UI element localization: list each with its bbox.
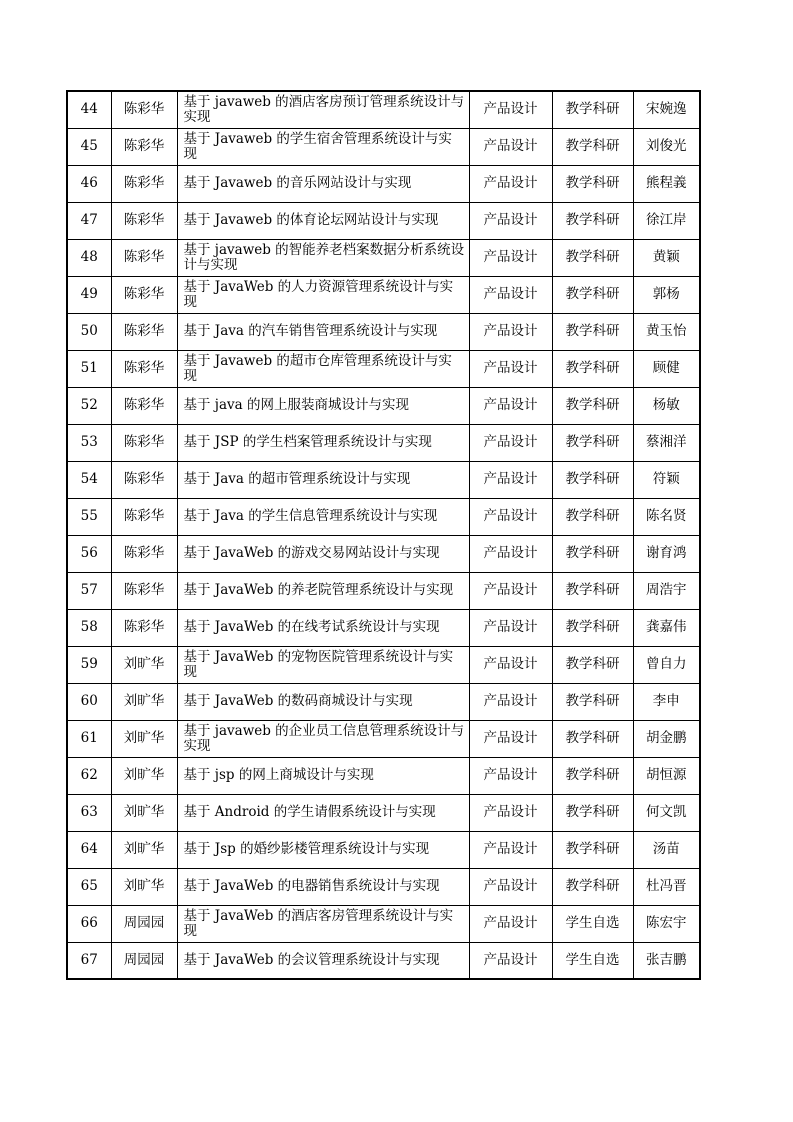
thesis-title-cell: 基于 JavaWeb 的在线考试系统设计与实现 bbox=[177, 609, 469, 646]
thesis-title-cell: 基于 Java 的学生信息管理系统设计与实现 bbox=[177, 498, 469, 535]
advisor-name-cell: 刘旷华 bbox=[111, 646, 177, 683]
table-row bbox=[67, 276, 700, 313]
topic-type-cell: 产品设计 bbox=[469, 942, 552, 979]
row-number-cell: 55 bbox=[67, 498, 111, 535]
topic-type-cell: 产品设计 bbox=[469, 720, 552, 757]
topic-source-cell: 学生自选 bbox=[552, 942, 633, 979]
thesis-title-cell: 基于 JavaWeb 的游戏交易网站设计与实现 bbox=[177, 535, 469, 572]
topic-source-cell: 教学科研 bbox=[552, 609, 633, 646]
topic-source-cell: 教学科研 bbox=[552, 646, 633, 683]
table-row bbox=[67, 239, 700, 276]
topic-type-cell: 产品设计 bbox=[469, 683, 552, 720]
topic-type-cell: 产品设计 bbox=[469, 387, 552, 424]
advisor-name-cell: 周园园 bbox=[111, 942, 177, 979]
row-number-cell: 51 bbox=[67, 350, 111, 387]
topic-type-cell: 产品设计 bbox=[469, 202, 552, 239]
topic-type-cell: 产品设计 bbox=[469, 91, 552, 128]
student-name-cell: 徐江岸 bbox=[633, 202, 700, 239]
topic-type-cell: 产品设计 bbox=[469, 498, 552, 535]
topic-type-cell: 产品设计 bbox=[469, 535, 552, 572]
student-name-cell: 杨敏 bbox=[633, 387, 700, 424]
topic-source-cell: 教学科研 bbox=[552, 424, 633, 461]
student-name-cell: 张吉鹏 bbox=[633, 942, 700, 979]
student-name-cell: 胡恒源 bbox=[633, 757, 700, 794]
student-name-cell: 杜冯晋 bbox=[633, 868, 700, 905]
row-number-cell: 66 bbox=[67, 905, 111, 942]
topic-type-cell: 产品设计 bbox=[469, 905, 552, 942]
row-number-cell: 57 bbox=[67, 572, 111, 609]
topic-source-cell: 教学科研 bbox=[552, 165, 633, 202]
table-row bbox=[67, 572, 700, 609]
advisor-name-cell: 周园园 bbox=[111, 905, 177, 942]
advisor-name-cell: 刘旷华 bbox=[111, 720, 177, 757]
topic-source-cell: 教学科研 bbox=[552, 387, 633, 424]
advisor-name-cell: 陈彩华 bbox=[111, 313, 177, 350]
topic-source-cell: 教学科研 bbox=[552, 91, 633, 128]
thesis-title-cell: 基于 JavaWeb 的宠物医院管理系统设计与实现 bbox=[177, 646, 469, 683]
table-row bbox=[67, 720, 700, 757]
student-name-cell: 宋婉逸 bbox=[633, 91, 700, 128]
thesis-title-cell: 基于 Javaweb 的体育论坛网站设计与实现 bbox=[177, 202, 469, 239]
table-row bbox=[67, 313, 700, 350]
advisor-name-cell: 刘旷华 bbox=[111, 868, 177, 905]
advisor-name-cell: 陈彩华 bbox=[111, 165, 177, 202]
advisor-name-cell: 陈彩华 bbox=[111, 424, 177, 461]
topic-type-cell: 产品设计 bbox=[469, 424, 552, 461]
advisor-name-cell: 刘旷华 bbox=[111, 683, 177, 720]
topic-type-cell: 产品设计 bbox=[469, 239, 552, 276]
table-row bbox=[67, 535, 700, 572]
student-name-cell: 李申 bbox=[633, 683, 700, 720]
advisor-name-cell: 刘旷华 bbox=[111, 831, 177, 868]
topic-source-cell: 教学科研 bbox=[552, 572, 633, 609]
topic-source-cell: 教学科研 bbox=[552, 461, 633, 498]
thesis-title-cell: 基于 javaweb 的酒店客房预订管理系统设计与实现 bbox=[177, 91, 469, 128]
student-name-cell: 何文凯 bbox=[633, 794, 700, 831]
table-row bbox=[67, 350, 700, 387]
table-row bbox=[67, 128, 700, 165]
row-number-cell: 46 bbox=[67, 165, 111, 202]
advisor-name-cell: 陈彩华 bbox=[111, 609, 177, 646]
advisor-name-cell: 刘旷华 bbox=[111, 794, 177, 831]
table-row bbox=[67, 165, 700, 202]
student-name-cell: 黄玉怡 bbox=[633, 313, 700, 350]
student-name-cell: 顾健 bbox=[633, 350, 700, 387]
table-row bbox=[67, 905, 700, 942]
student-name-cell: 汤苗 bbox=[633, 831, 700, 868]
row-number-cell: 60 bbox=[67, 683, 111, 720]
row-number-cell: 59 bbox=[67, 646, 111, 683]
row-number-cell: 61 bbox=[67, 720, 111, 757]
advisor-name-cell: 陈彩华 bbox=[111, 128, 177, 165]
student-name-cell: 刘俊光 bbox=[633, 128, 700, 165]
table-row bbox=[67, 683, 700, 720]
thesis-title-cell: 基于 jsp 的网上商城设计与实现 bbox=[177, 757, 469, 794]
advisor-name-cell: 陈彩华 bbox=[111, 387, 177, 424]
thesis-title-cell: 基于 Javaweb 的学生宿舍管理系统设计与实现 bbox=[177, 128, 469, 165]
student-name-cell: 蔡湘洋 bbox=[633, 424, 700, 461]
topic-source-cell: 教学科研 bbox=[552, 239, 633, 276]
topic-source-cell: 教学科研 bbox=[552, 313, 633, 350]
thesis-title-cell: 基于 Java 的超市管理系统设计与实现 bbox=[177, 461, 469, 498]
thesis-title-cell: 基于 javaweb 的企业员工信息管理系统设计与实现 bbox=[177, 720, 469, 757]
advisor-name-cell: 陈彩华 bbox=[111, 202, 177, 239]
advisor-name-cell: 陈彩华 bbox=[111, 498, 177, 535]
advisor-name-cell: 陈彩华 bbox=[111, 276, 177, 313]
row-number-cell: 63 bbox=[67, 794, 111, 831]
advisor-name-cell: 陈彩华 bbox=[111, 461, 177, 498]
thesis-title-cell: 基于 JavaWeb 的数码商城设计与实现 bbox=[177, 683, 469, 720]
thesis-title-cell: 基于 JavaWeb 的会议管理系统设计与实现 bbox=[177, 942, 469, 979]
table-row bbox=[67, 424, 700, 461]
topic-type-cell: 产品设计 bbox=[469, 646, 552, 683]
row-number-cell: 52 bbox=[67, 387, 111, 424]
student-name-cell: 陈宏宇 bbox=[633, 905, 700, 942]
topic-type-cell: 产品设计 bbox=[469, 350, 552, 387]
row-number-cell: 58 bbox=[67, 609, 111, 646]
advisor-name-cell: 陈彩华 bbox=[111, 350, 177, 387]
thesis-title-cell: 基于 JavaWeb 的电器销售系统设计与实现 bbox=[177, 868, 469, 905]
student-name-cell: 陈名贤 bbox=[633, 498, 700, 535]
topic-type-cell: 产品设计 bbox=[469, 868, 552, 905]
table-row bbox=[67, 609, 700, 646]
row-number-cell: 54 bbox=[67, 461, 111, 498]
thesis-title-cell: 基于 Javaweb 的音乐网站设计与实现 bbox=[177, 165, 469, 202]
table-row bbox=[67, 387, 700, 424]
topic-type-cell: 产品设计 bbox=[469, 794, 552, 831]
thesis-title-cell: 基于 Android 的学生请假系统设计与实现 bbox=[177, 794, 469, 831]
topic-type-cell: 产品设计 bbox=[469, 313, 552, 350]
topic-source-cell: 教学科研 bbox=[552, 794, 633, 831]
advisor-name-cell: 陈彩华 bbox=[111, 572, 177, 609]
row-number-cell: 47 bbox=[67, 202, 111, 239]
student-name-cell: 胡金鹏 bbox=[633, 720, 700, 757]
topic-type-cell: 产品设计 bbox=[469, 461, 552, 498]
table-row bbox=[67, 91, 700, 128]
row-number-cell: 64 bbox=[67, 831, 111, 868]
thesis-title-cell: 基于 java 的网上服装商城设计与实现 bbox=[177, 387, 469, 424]
topic-source-cell: 教学科研 bbox=[552, 720, 633, 757]
row-number-cell: 62 bbox=[67, 757, 111, 794]
topic-type-cell: 产品设计 bbox=[469, 128, 552, 165]
student-name-cell: 周浩宇 bbox=[633, 572, 700, 609]
topic-type-cell: 产品设计 bbox=[469, 609, 552, 646]
student-name-cell: 郭杨 bbox=[633, 276, 700, 313]
advisor-name-cell: 陈彩华 bbox=[111, 91, 177, 128]
thesis-title-cell: 基于 JavaWeb 的酒店客房管理系统设计与实现 bbox=[177, 905, 469, 942]
topic-source-cell: 教学科研 bbox=[552, 350, 633, 387]
advisor-name-cell: 陈彩华 bbox=[111, 535, 177, 572]
topic-type-cell: 产品设计 bbox=[469, 757, 552, 794]
topic-source-cell: 教学科研 bbox=[552, 868, 633, 905]
topic-source-cell: 学生自选 bbox=[552, 905, 633, 942]
student-name-cell: 熊程義 bbox=[633, 165, 700, 202]
row-number-cell: 65 bbox=[67, 868, 111, 905]
student-name-cell: 曾自力 bbox=[633, 646, 700, 683]
student-name-cell: 黄颖 bbox=[633, 239, 700, 276]
row-number-cell: 49 bbox=[67, 276, 111, 313]
topic-source-cell: 教学科研 bbox=[552, 276, 633, 313]
row-number-cell: 45 bbox=[67, 128, 111, 165]
row-number-cell: 56 bbox=[67, 535, 111, 572]
table-row bbox=[67, 461, 700, 498]
topic-source-cell: 教学科研 bbox=[552, 535, 633, 572]
row-number-cell: 44 bbox=[67, 91, 111, 128]
row-number-cell: 48 bbox=[67, 239, 111, 276]
table-row bbox=[67, 646, 700, 683]
thesis-title-cell: 基于 JSP 的学生档案管理系统设计与实现 bbox=[177, 424, 469, 461]
student-name-cell: 谢育鸿 bbox=[633, 535, 700, 572]
thesis-title-cell: 基于 Java 的汽车销售管理系统设计与实现 bbox=[177, 313, 469, 350]
advisor-name-cell: 陈彩华 bbox=[111, 239, 177, 276]
table-row bbox=[67, 757, 700, 794]
thesis-title-cell: 基于 JavaWeb 的人力资源管理系统设计与实现 bbox=[177, 276, 469, 313]
student-name-cell: 符颖 bbox=[633, 461, 700, 498]
thesis-title-cell: 基于 Jsp 的婚纱影楼管理系统设计与实现 bbox=[177, 831, 469, 868]
topic-type-cell: 产品设计 bbox=[469, 831, 552, 868]
topic-source-cell: 教学科研 bbox=[552, 498, 633, 535]
topic-source-cell: 教学科研 bbox=[552, 683, 633, 720]
topic-source-cell: 教学科研 bbox=[552, 128, 633, 165]
table-row bbox=[67, 831, 700, 868]
row-number-cell: 53 bbox=[67, 424, 111, 461]
table-row bbox=[67, 498, 700, 535]
thesis-title-cell: 基于 javaweb 的智能养老档案数据分析系统设计与实现 bbox=[177, 239, 469, 276]
topic-type-cell: 产品设计 bbox=[469, 276, 552, 313]
topics-table bbox=[66, 90, 701, 980]
table-row bbox=[67, 868, 700, 905]
topic-source-cell: 教学科研 bbox=[552, 831, 633, 868]
advisor-name-cell: 刘旷华 bbox=[111, 757, 177, 794]
thesis-title-cell: 基于 JavaWeb 的养老院管理系统设计与实现 bbox=[177, 572, 469, 609]
row-number-cell: 67 bbox=[67, 942, 111, 979]
topic-type-cell: 产品设计 bbox=[469, 165, 552, 202]
topic-source-cell: 教学科研 bbox=[552, 757, 633, 794]
student-name-cell: 龚嘉伟 bbox=[633, 609, 700, 646]
topics-table-body bbox=[67, 91, 700, 979]
table-row bbox=[67, 942, 700, 979]
table-row bbox=[67, 794, 700, 831]
row-number-cell: 50 bbox=[67, 313, 111, 350]
table-row bbox=[67, 202, 700, 239]
topic-source-cell: 教学科研 bbox=[552, 202, 633, 239]
thesis-title-cell: 基于 Javaweb 的超市仓库管理系统设计与实现 bbox=[177, 350, 469, 387]
topic-type-cell: 产品设计 bbox=[469, 572, 552, 609]
